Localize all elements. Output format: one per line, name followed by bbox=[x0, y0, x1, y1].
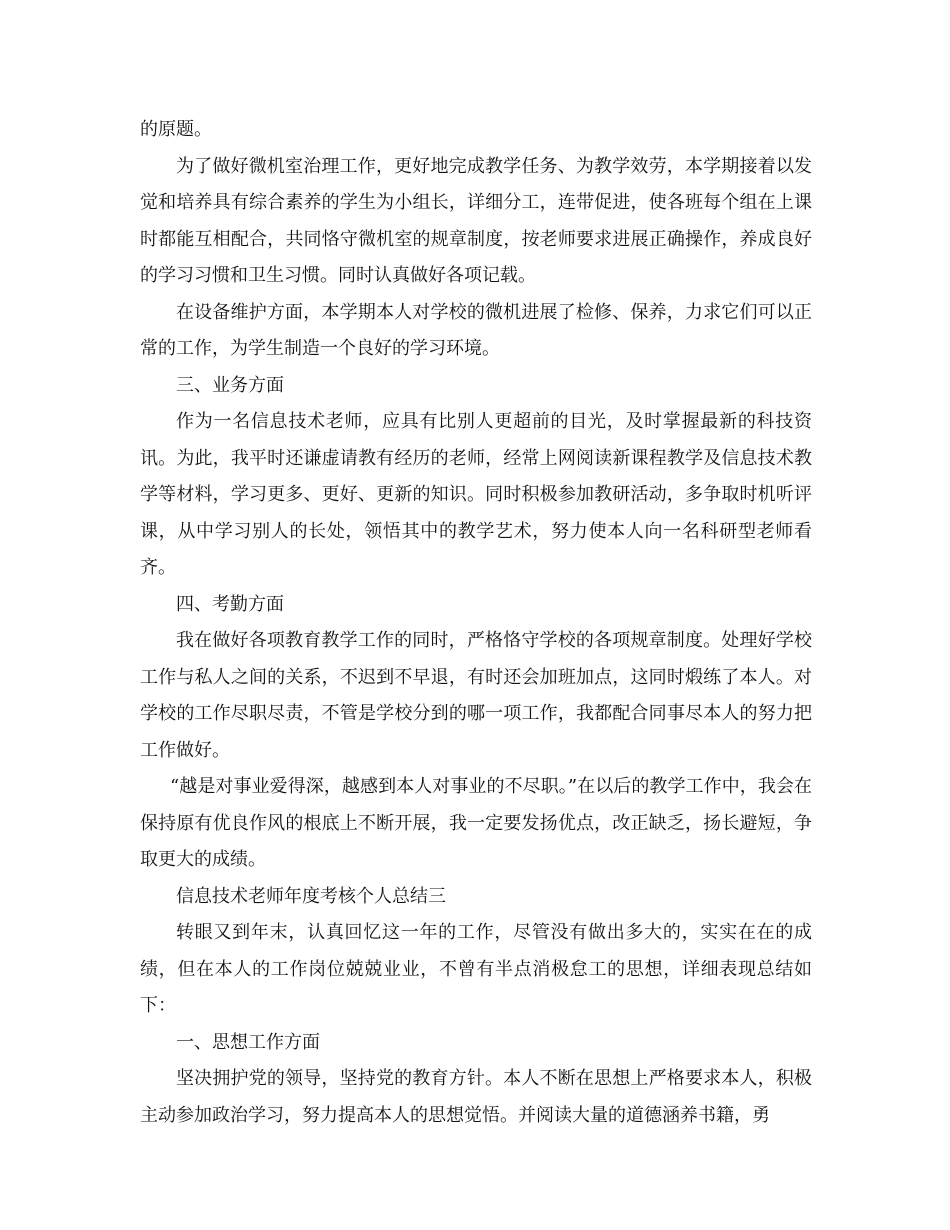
paragraph-attendance: 我在做好各项教育教学工作的同时，严格恪守学校的各项规章制度。处理好学校工作与私人之间的关系，不迟到不早退，有时还会加班加点，这同时煅练了本人。对学校的工作尽职尽责，不管是学校分到的哪一项工作，我都配合同事尽本人的努力把工作做好。 bbox=[140, 630, 812, 761]
section-heading-ideology: 一、思想工作方面 bbox=[176, 1031, 320, 1053]
paragraph-business: 作为一名信息技术老师，应具有比别人更超前的目光，及时掌握最新的科技资讯。为此，我平时还谦虚请教有经历的老师，经常上网阅读新课程教学及信息技术教学等材料，学习更多、更好、更新的知识。同时积极参加教研活动，多争取时机听评课，从中学习别人的长处，领悟其中的教学艺术，努力使本人向一名科研型老师看齐。 bbox=[140, 411, 812, 578]
paragraph-year-end: 转眼又到年末，认真回忆这一年的工作，尽管没有做出多大的，实实在在的成绩，但在本人的工作岗位兢兢业业，不曾有半点消极怠工的思想，详细表现总结如下： bbox=[140, 922, 812, 1016]
document-body bbox=[140, 112, 812, 1134]
document-subtitle: 信息技术老师年度考核个人总结三 bbox=[176, 885, 446, 907]
section-heading-attendance: 四、考勤方面 bbox=[176, 593, 284, 615]
paragraph-quote: “越是对事业爱得深，越感到本人对事业的不尽职。”在以后的教学工作中，我会在保持原有优良作风的根底上不断开展，我一定要发扬优点，改正缺乏，扬长避短，争取更大的成绩。 bbox=[140, 776, 812, 870]
section-heading-business: 三、业务方面 bbox=[176, 374, 284, 396]
paragraph-lab-management: 为了做好微机室治理工作，更好地完成教学任务、为教学效劳，本学期接着以发觉和培养具有综合素养的学生为小组长，详细分工，连带促进，使各班每个组在上课时都能互相配合，共同恪守微机室的规章制度，按老师要求进展正确操作，养成良好的学习习惯和卫生习惯。同时认真做好各项记载。 bbox=[140, 155, 812, 286]
paragraph-continuation: 的原题。 bbox=[140, 119, 212, 140]
paragraph-equipment-maintenance: 在设备维护方面，本学期本人对学校的微机进展了检修、保养，力求它们可以正常的工作，为学生制造一个良好的学习环境。 bbox=[140, 301, 812, 359]
paragraph-ideology: 坚决拥护党的领导，坚持党的教育方针。本人不断在思想上严格要求本人，积极主动参加政治学习，努力提高本人的思想觉悟。并阅读大量的道德涵养书籍，勇 bbox=[140, 1068, 812, 1126]
